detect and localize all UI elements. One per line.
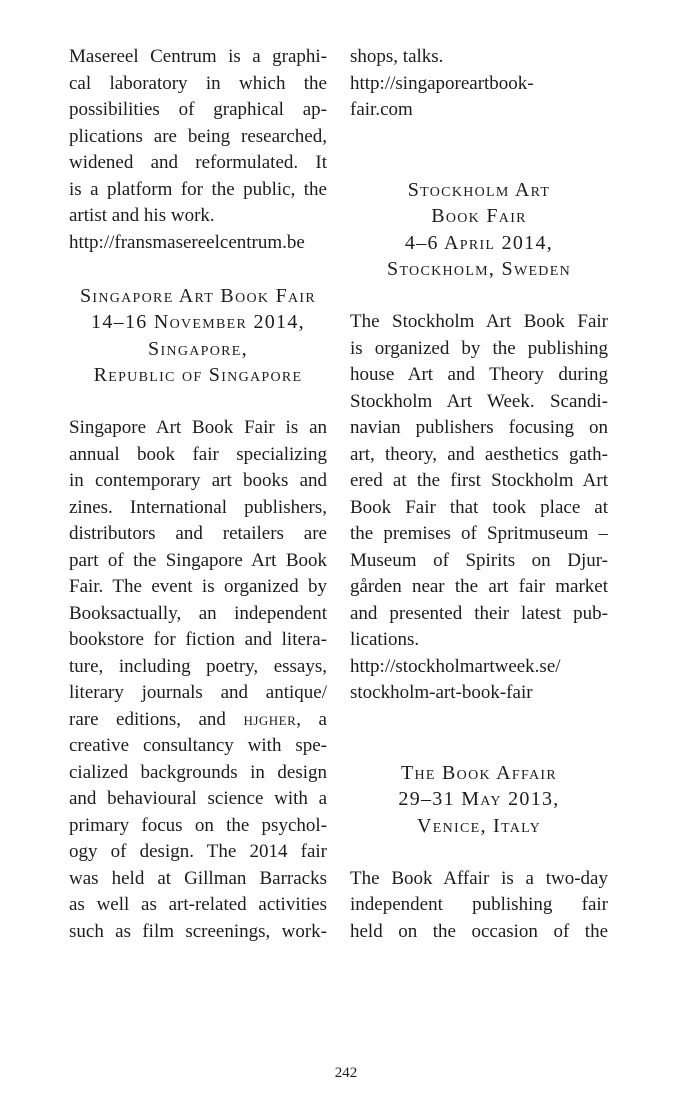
text-line: Stockholm Art Week. Scandi- [350, 390, 608, 412]
section-heading-line: Singapore, [148, 337, 248, 360]
section-heading-line: Book Fair [431, 205, 527, 227]
text-line: possibilities of graphical ap- [69, 99, 327, 120]
section-heading-line: The Book Affair [400, 761, 558, 784]
text-line: http://stockholmartweek.se/ [350, 655, 561, 677]
section-heading-line: 4–6 April 2014, [404, 231, 554, 254]
text-line: house Art and Theory during [350, 364, 608, 385]
right-column [350, 44, 608, 945]
text-line: widened and reformulated. It [69, 152, 327, 173]
text-line: primary focus on the psychol- [69, 814, 327, 836]
small-caps-text: hjgher [243, 708, 297, 730]
text-line: cal laboratory in which the [69, 72, 327, 94]
spacer [69, 256, 327, 283]
text-line: Book Fair that took place at [350, 496, 608, 518]
text-line: shops, talks. [350, 46, 444, 67]
spacer [350, 283, 608, 310]
text-line: The Book Affair is a two-day [350, 867, 608, 889]
text-line: Fair. The event is organized by [69, 576, 327, 597]
spacer [350, 707, 608, 734]
text-line: rare editions, and hjgher, a [69, 708, 327, 730]
text-line: fair.com [350, 99, 413, 120]
section-heading-line: 14–16 November 2014, [91, 311, 305, 333]
text-line: Booksactually, an independent [69, 602, 327, 624]
text-line: art, theory, and aesthetics gath- [350, 443, 608, 465]
text-line: annual book fair specializing [69, 443, 327, 465]
spacer [350, 839, 608, 866]
text-line: independent publishing fair [350, 894, 608, 915]
text-line: ered at the first Stockholm Art [350, 470, 608, 491]
text-line: Museum of Spirits on Djur- [350, 549, 608, 571]
spacer [69, 389, 327, 416]
section-heading-line: Republic of Singapore [93, 364, 303, 386]
page-number: 242 [334, 1065, 358, 1081]
section-heading-line: Venice, Italy [416, 814, 542, 837]
text-line: artist and his work. [69, 205, 215, 226]
text-line: and behavioural science with a [69, 788, 327, 809]
text-line: plications are being researched, [69, 125, 327, 147]
text-line: gården near the art fair market [350, 576, 608, 597]
left-column [69, 44, 327, 945]
text-line: ogy of design. The 2014 fair [69, 841, 327, 862]
text-line: and presented their latest pub- [350, 602, 608, 624]
text-line: Singapore Art Book Fair is an [69, 417, 327, 438]
text-line: is a platform for the public, the [69, 178, 327, 200]
text-line: The Stockholm Art Book Fair [350, 311, 608, 332]
text-line: creative consultancy with spe- [69, 735, 327, 756]
section-heading-line: Stockholm Art [407, 178, 551, 201]
text-line: is organized by the publishing [350, 337, 608, 359]
text-line: in contemporary art books and [69, 470, 327, 491]
text-line: zines. International publishers, [69, 496, 327, 518]
text-line: held on the occasion of the [350, 920, 608, 942]
text-line: http://singaporeartbook- [350, 72, 534, 94]
spacer [350, 733, 608, 760]
section-heading-line: 29–31 May 2013, [398, 788, 560, 810]
spacer [350, 150, 608, 177]
text-line: Masereel Centrum is a graphi- [69, 46, 327, 67]
text-line: http://fransmasereelcentrum.be [69, 231, 305, 253]
text-line: cialized backgrounds in design [69, 761, 327, 783]
text-line: part of the Singapore Art Book [69, 549, 327, 571]
text-line: the premises of Spritmuseum – [350, 523, 608, 544]
text-line: lications. [350, 629, 420, 650]
spacer [350, 124, 608, 151]
text-line: literary journals and antique/ [69, 682, 327, 703]
text-line: ture, including poetry, essays, [69, 655, 327, 677]
text-line: distributors and retailers are [69, 523, 327, 544]
text-line: bookstore for fiction and litera- [69, 629, 327, 650]
text-line: was held at Gillman Barracks [69, 867, 327, 889]
section-heading-line: Singapore Art Book Fair [79, 284, 317, 307]
section-heading-line: Stockholm, Sweden [387, 258, 571, 280]
text-line: such as film screenings, work- [69, 920, 327, 942]
text-line: as well as art-related activities [69, 894, 327, 915]
text-line: navian publishers focusing on [350, 417, 608, 438]
text-line: stockholm-art-book-fair [350, 682, 533, 703]
